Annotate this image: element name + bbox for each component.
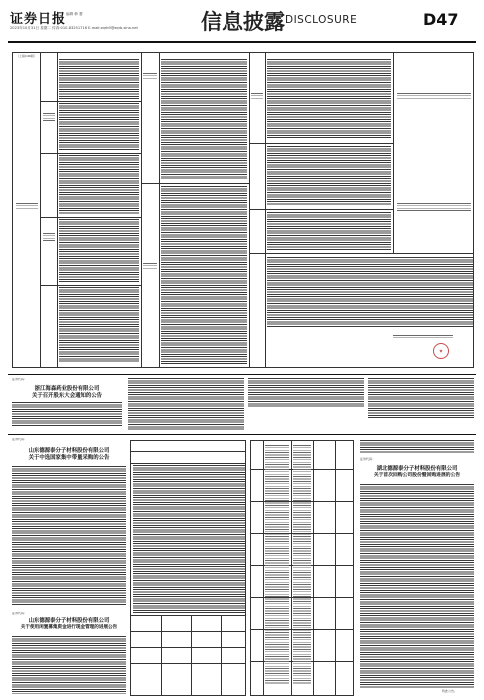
notice-subtitle: 关于中选国家集中带量采购的公告 xyxy=(28,455,110,461)
page-number: D47 xyxy=(423,10,459,29)
notice-shandong-2: 证券代码: 山东德源泰分子材料股份有限公司 关于使用闲置募集资金进行现金管理的进展公告 xyxy=(12,612,126,696)
holdings-table xyxy=(130,440,246,696)
product-table xyxy=(250,440,354,696)
section-subtitle: DISCLOSURE xyxy=(285,14,358,26)
col-divider xyxy=(191,615,192,696)
row-label xyxy=(251,93,263,99)
row-label xyxy=(143,263,157,269)
issue-meta: 2023年10月31日 星期二 传真:010-83251716 E-mail:zqrb9@zqrb.sina.net xyxy=(10,26,138,30)
table-cell-text xyxy=(59,59,139,99)
col-divider xyxy=(161,615,162,696)
notice-body xyxy=(360,484,474,688)
row-divider xyxy=(249,209,393,210)
section-separator xyxy=(8,434,476,435)
col-divider xyxy=(249,53,250,368)
company-seal-icon xyxy=(433,343,449,359)
notice-title: 山东德源泰分子材料股份有限公司 xyxy=(28,618,110,624)
col-divider xyxy=(141,53,142,368)
col-divider xyxy=(313,441,314,696)
row-label xyxy=(43,233,55,241)
row-label xyxy=(143,73,157,79)
table-cell-text xyxy=(267,212,391,250)
row-divider xyxy=(249,253,474,254)
table-cell-text xyxy=(293,445,311,685)
col-divider xyxy=(221,615,222,696)
table-cell-text xyxy=(59,155,139,215)
table-cell-text xyxy=(267,146,391,206)
col-divider xyxy=(291,441,292,696)
row-divider xyxy=(131,463,246,464)
row-divider xyxy=(131,647,246,648)
notice-shandong-1: 证券代码: 山东德源泰分子材料股份有限公司 关于中选国家集中带量采购的公告 xyxy=(12,438,126,608)
notice-subtitle: 关于召开股东大会通知的公告 xyxy=(31,393,103,399)
table-cell-text xyxy=(161,59,247,179)
notice-body-text xyxy=(248,378,364,408)
header-rule xyxy=(8,41,476,43)
closing-paragraph xyxy=(267,257,473,327)
section-separator xyxy=(8,374,476,375)
row-divider xyxy=(141,183,249,184)
table-cell-text xyxy=(59,287,139,363)
table-cell-text xyxy=(397,93,471,99)
disclosure-table xyxy=(12,52,474,368)
notice-subtitle: 关于使用闲置募集资金进行现金管理的进展公告 xyxy=(20,625,118,630)
row-divider xyxy=(131,631,246,632)
notice-body xyxy=(360,440,474,454)
row-divider xyxy=(40,101,141,102)
table-cell-text xyxy=(265,445,289,685)
notice-body xyxy=(12,636,126,694)
table-cell-text xyxy=(161,186,247,364)
table-continuation: （上接C46版） xyxy=(16,54,37,58)
row-divider xyxy=(249,143,393,144)
signature-line xyxy=(393,335,453,340)
notice-title: 山东德源泰分子材料股份有限公司 xyxy=(28,448,110,454)
row-label xyxy=(43,113,55,121)
row-group-label xyxy=(16,203,38,209)
table-cell-text xyxy=(397,203,471,211)
col-divider xyxy=(159,53,160,368)
col-divider xyxy=(265,53,266,368)
table-cell-text xyxy=(59,219,139,283)
notice-zhejiang: 证券代码: 浙江海森药业股份有限公司 关于召开股东大会通知的公告 xyxy=(12,378,122,428)
row-divider xyxy=(131,451,246,452)
notice-body xyxy=(12,466,126,606)
notice-title: 浙江海森药业股份有限公司 xyxy=(34,386,100,392)
editor-credit: 编辑 韩 蕾 xyxy=(66,12,83,16)
newspaper-logo: 证券日报 xyxy=(10,12,67,27)
notice-right: 证券代码: 湖北德源泰分子材料股份有限公司 关于首次回购公司股份暨回购进展的公告 特此公告。 xyxy=(360,440,474,696)
notice-body xyxy=(12,402,122,426)
notice-subtitle: 关于首次回购公司股份暨回购进展的公告 xyxy=(373,473,461,478)
section-title: 信息披露 xyxy=(201,9,285,34)
row-divider xyxy=(40,285,141,286)
col-divider xyxy=(335,441,336,696)
col-divider xyxy=(393,53,394,253)
footer-note: 特此公告。 xyxy=(442,689,458,693)
table-cell-text xyxy=(133,465,245,613)
masthead xyxy=(0,0,484,44)
table-cell-text xyxy=(267,59,391,139)
row-divider xyxy=(131,663,246,664)
notice-body-text xyxy=(368,378,474,418)
notice-title: 湖北德源泰分子材料股份有限公司 xyxy=(376,466,458,472)
row-divider xyxy=(40,153,141,154)
col-divider xyxy=(263,441,264,696)
row-divider xyxy=(131,615,246,616)
table-cell-text xyxy=(59,103,139,151)
notice-body-text xyxy=(128,378,244,430)
row-divider xyxy=(40,217,141,218)
